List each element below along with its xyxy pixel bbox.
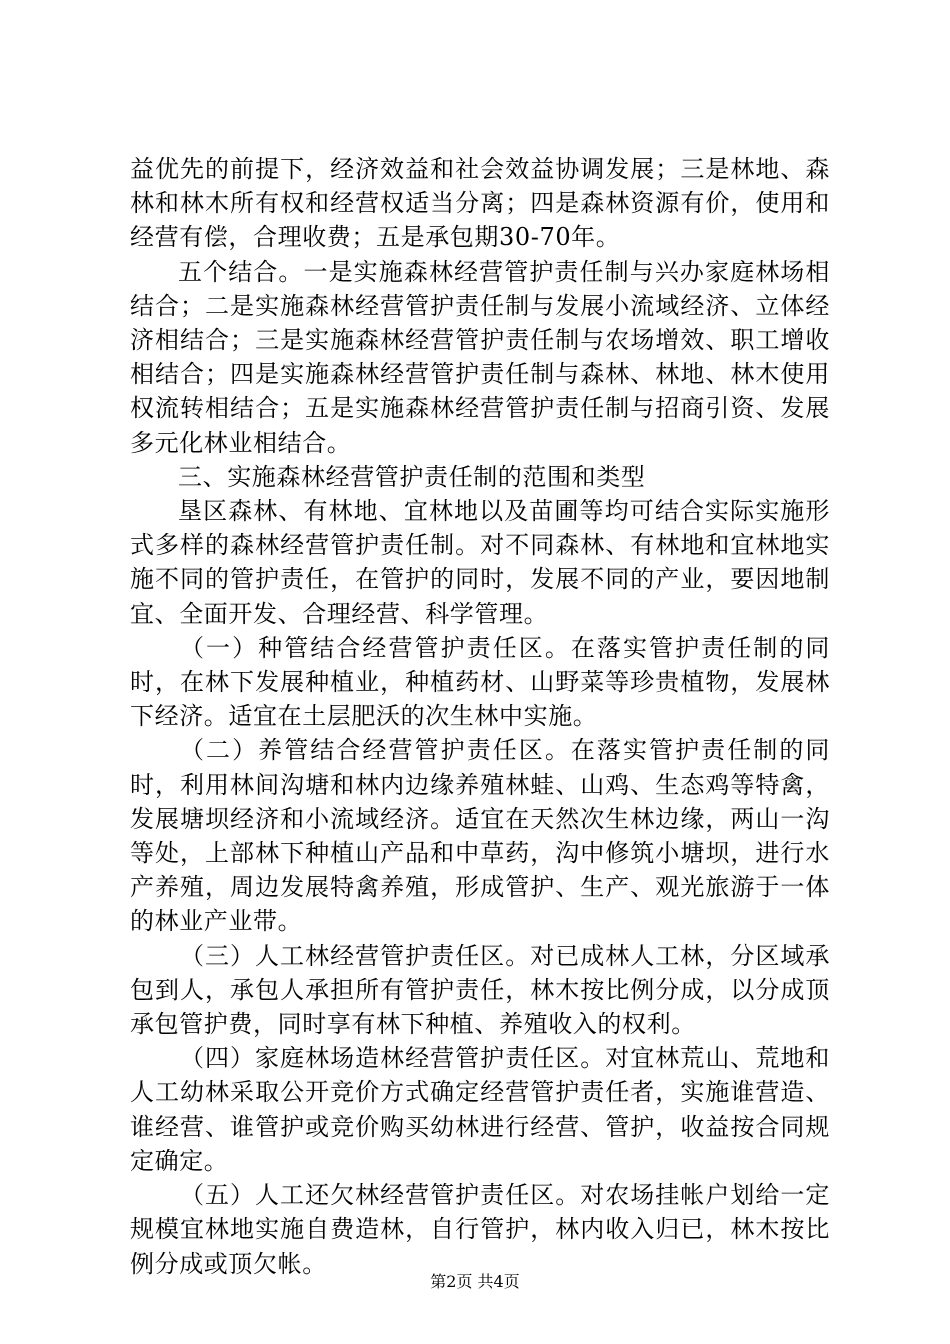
page-footer bbox=[0, 1272, 950, 1292]
paragraph-type-4: （四）家庭林场造林经营管护责任区。对宜林荒山、荒地和人工幼林采取公开竞价方式确定经营管护责任者，实施谁营造、谁经营、谁管护或竞价购买幼林进行经营、管护，收益按合同规定确定。 bbox=[130, 1044, 830, 1175]
paragraph-continuation: 益优先的前提下，经济效益和社会效益协调发展；三是林地、森林和林木所有权和经营权适当分离；四是森林资源有价，使用和经营有偿，合理收费；五是承包期30-70年。 bbox=[130, 155, 830, 252]
document-body bbox=[130, 152, 830, 1281]
paragraph-five-combinations: 五个结合。一是实施森林经营管护责任制与兴办家庭林场相结合；二是实施森林经营管护责任制与发展小流域经济、立体经济相结合；三是实施森林经营管护责任制与农场增效、职工增收相结合；四是实施森林经营管护责任制与森林、林地、林木使用权流转相结合；五是实施森林经营管护责任制与招商引资、发展多元化林业相结合。 bbox=[130, 257, 830, 457]
page-number-label: 第2页 共4页 bbox=[430, 1272, 520, 1291]
paragraph-type-2: （二）养管结合经营管护责任区。在落实管护责任制的同时，利用林间沟塘和林内边缘养殖林蛙、山鸡、生态鸡等特禽，发展塘坝经济和小流域经济。适宜在天然次生林边缘，两山一沟等处，上部林下种植山产品和中草药，沟中修筑小塘坝，进行水产养殖，周边发展特禽养殖，形成管护、生产、观光旅游于一体的林业产业带。 bbox=[130, 736, 830, 936]
paragraph-type-5: （五）人工还欠林经营管护责任区。对农场挂帐户划给一定规模宜林地实施自费造林，自行管护，林内收入归已，林木按比例分成或顶欠帐。 bbox=[130, 1181, 830, 1278]
section-heading-scope-and-types: 三、实施森林经营管护责任制的范围和类型 bbox=[178, 462, 646, 491]
paragraph-scope: 垦区森林、有林地、宜林地以及苗圃等均可结合实际实施形式多样的森林经营管护责任制。对不同森林、有林地和宜林地实施不同的管护责任，在管护的同时，发展不同的产业，要因地制宜、全面开发、合理经营、科学管理。 bbox=[130, 497, 830, 628]
paragraph-type-3: （三）人工林经营管护责任区。对已成林人工林，分区域承包到人，承包人承担所有管护责任，林木按比例分成，以分成顶承包管护费，同时享有林下种植、养殖收入的权利。 bbox=[130, 941, 830, 1039]
paragraph-type-1: （一）种管结合经营管护责任区。在落实管护责任制的同时，在林下发展种植业，种植药材、山野菜等珍贵植物，发展林下经济。适宜在土层肥沃的次生林中实施。 bbox=[130, 633, 830, 731]
